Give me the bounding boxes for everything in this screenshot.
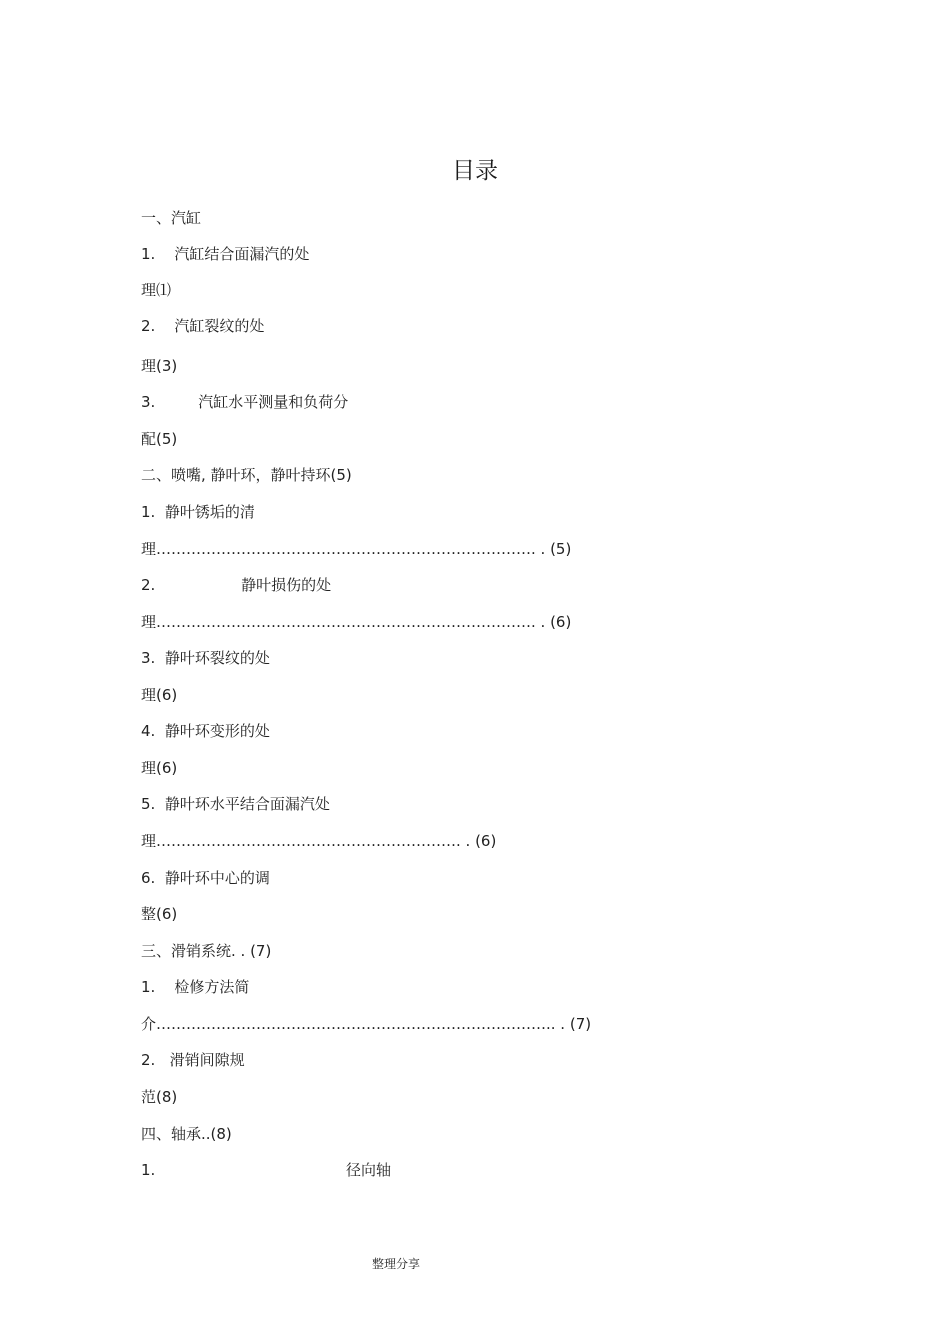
- toc-entry: 2. 汽缸裂纹的处: [141, 317, 265, 335]
- toc-entry: 1. 静叶锈垢的清: [141, 503, 255, 521]
- toc-entry: 2. 静叶损伤的处: [141, 576, 332, 594]
- toc-entry-page: 范(8): [141, 1088, 178, 1106]
- toc-entry-page: 理…………………………………………………………………. . (6): [141, 613, 572, 631]
- toc-section-heading: 四、轴承..(8): [141, 1125, 232, 1143]
- toc-entry: 4. 静叶环变形的处: [141, 722, 270, 740]
- toc-entry: 5. 静叶环水平结合面漏汽处: [141, 795, 330, 813]
- toc-section-heading: 二、喷嘴, 静叶环，静叶持环(5): [141, 466, 352, 484]
- toc-entry: 1. 检修方法简: [141, 978, 250, 996]
- toc-entry-page: 理(3): [141, 357, 178, 375]
- page-footer: 整理分享: [372, 1257, 421, 1271]
- toc-section-heading: 三、滑销系统. . (7): [141, 942, 272, 960]
- toc-entry: 1. 径向轴: [141, 1161, 392, 1179]
- toc-entry-page: 介…………………………………………………………………….. . (7): [141, 1015, 592, 1033]
- toc-entry: 6. 静叶环中心的调: [141, 869, 270, 887]
- toc-entry-page: 整(6): [141, 905, 178, 923]
- toc-section-heading: 一、汽缸: [141, 209, 202, 227]
- toc-entry-page: 理…………………………………………………………………. . (5): [141, 540, 572, 558]
- toc-entry-page: 理⑴: [141, 281, 172, 299]
- toc-entry-page: 理(6): [141, 686, 178, 704]
- toc-entry-page: 理……………………………………………………. . (6): [141, 832, 497, 850]
- toc-entry-page: 配(5): [141, 430, 178, 448]
- page-title: 目录: [452, 158, 498, 184]
- toc-entry: 3. 静叶环裂纹的处: [141, 649, 270, 667]
- toc-entry: 1. 汽缸结合面漏汽的处: [141, 245, 310, 263]
- toc-entry: 2. 滑销间隙规: [141, 1051, 245, 1069]
- toc-entry: 3. 汽缸水平测量和负荷分: [141, 393, 349, 411]
- toc-entry-page: 理(6): [141, 759, 178, 777]
